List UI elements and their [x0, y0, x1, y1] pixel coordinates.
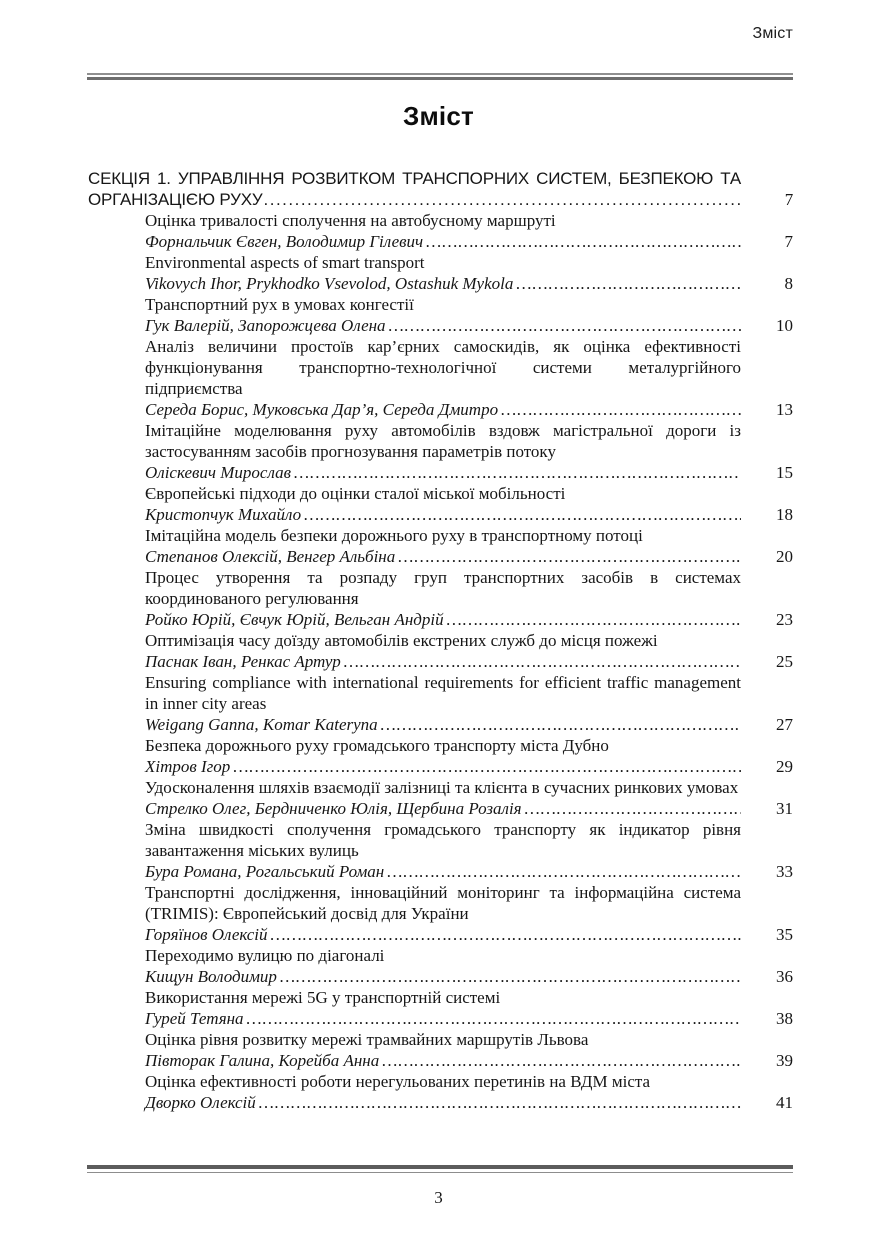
entry-page-number: 41 [776, 1093, 793, 1112]
dot-leader [500, 399, 741, 420]
entry-authors: Кищун Володимир [145, 967, 277, 986]
dot-leader [381, 1050, 741, 1071]
toc-entry [88, 672, 793, 735]
entry-authors: Степанов Олексій, Венгер Альбіна [145, 547, 396, 566]
entry-author-row [145, 756, 793, 777]
toc-entry [88, 294, 793, 336]
entry-title: Environmental aspects of smart transport [145, 253, 425, 272]
entry-title: Транспортний рух в умовах конгестії [145, 295, 414, 314]
toc-entry [88, 483, 793, 525]
entry-authors: Хітров Ігор [145, 757, 231, 776]
entry-title: Оцінка рівня розвитку мережі трамвайних маршрутів Львова [145, 1030, 589, 1049]
toc-entry [88, 630, 793, 672]
toc-entry [88, 1071, 793, 1113]
running-header: Зміст [752, 25, 793, 42]
entry-author-row [145, 504, 793, 525]
dot-leader [246, 1008, 741, 1029]
entry-title: Імітаційна модель безпеки дорожнього руху в транспортному потоці [145, 526, 643, 545]
entry-authors: Гук Валерій, Запорожцева Олена [145, 316, 386, 335]
toc-entry [88, 210, 793, 252]
entry-title: Використання мережі 5G у транспортній системі [145, 988, 501, 1007]
entry-page-number: 36 [776, 967, 793, 986]
entry-page-number: 25 [776, 652, 793, 671]
entry-title: Оцінка ефективності роботи нерегульованих перетинів на ВДМ міста [145, 1072, 651, 1091]
entry-author-row [145, 1050, 793, 1071]
toc-entry [88, 945, 793, 987]
entry-authors: Півторак Галина, Корейба Анна [145, 1051, 380, 1070]
entry-author-row [145, 609, 793, 630]
entry-author-row [145, 1092, 793, 1113]
entry-page-number: 39 [776, 1051, 793, 1070]
toc-entry [88, 525, 793, 567]
entry-title: Удосконалення шляхів взаємодії залізниці та клієнта в сучасних ринкових умовах [145, 778, 739, 797]
entry-authors: Кристопчук Михайло [145, 505, 302, 524]
toc-entry [88, 819, 793, 882]
section-heading-line2-row [88, 189, 793, 210]
toc-entry [88, 420, 793, 483]
entry-title: Оцінка тривалості сполучення на автобусному маршруті [145, 211, 556, 230]
entry-page-number: 7 [784, 232, 793, 251]
entry-authors: Горяїнов Олексій [145, 925, 268, 944]
entry-title: Аналіз величини простоїв кар’єрних самоскидів, як оцінка ефективності функціонування транспортно-технологічної системи металургійного підприємства [145, 337, 741, 398]
entry-author-row [145, 273, 793, 294]
entry-page-number: 27 [776, 715, 793, 734]
dot-leader [232, 756, 741, 777]
entry-author-row [145, 462, 793, 483]
section-page-number: 7 [784, 190, 793, 209]
entry-title: Процес утворення та розпаду груп транспортних засобів в системах координованого регулювання [145, 568, 741, 608]
entry-author-row [145, 315, 793, 336]
entry-authors: Бура Романа, Рогальський Роман [145, 862, 385, 881]
dot-leader [270, 924, 742, 945]
entry-page-number: 35 [776, 925, 793, 944]
page-title: Зміст [403, 101, 474, 131]
dot-leader [258, 1092, 741, 1113]
entry-authors: Середа Борис, Муковська Дар’я, Середа Дмитро [145, 400, 499, 419]
dot-leader [446, 609, 741, 630]
toc-entry [88, 882, 793, 945]
entry-author-row [145, 1008, 793, 1029]
entry-page-number: 20 [776, 547, 793, 566]
entry-author-row [145, 231, 793, 252]
section-heading-line2: ОРГАНІЗАЦІЄЮ РУХУ [88, 190, 263, 209]
toc-entry [88, 252, 793, 294]
entry-title: Європейські підходи до оцінки сталої міської мобільності [145, 484, 566, 503]
entry-page-number: 10 [776, 316, 793, 335]
section-heading-line1: СЕКЦІЯ 1. УПРАВЛІННЯ РОЗВИТКОМ ТРАНСПОРНИХ СИСТЕМ, БЕЗПЕКОЮ ТА [88, 169, 741, 188]
footer-rule-divider [87, 1165, 793, 1173]
entry-authors: Паснак Іван, Ренкас Артур [145, 652, 341, 671]
dot-leader [303, 504, 741, 525]
toc-entries-list [88, 210, 793, 1113]
entry-author-row [145, 861, 793, 882]
entry-title: Транспортні дослідження, інноваційний моніторинг та інформаційна система (TRIMIS): Європейський досвід для України [145, 883, 741, 923]
dot-leader [263, 189, 742, 210]
entry-authors: Оліскевич Мирослав [145, 463, 291, 482]
entry-page-number: 38 [776, 1009, 793, 1028]
table-of-contents [88, 168, 793, 1113]
entry-author-row [145, 924, 793, 945]
entry-authors: Vikovych Ihor, Prykhodko Vsevolod, Ostashuk Mykola [145, 274, 514, 293]
toc-entry [88, 777, 793, 819]
entry-author-row [145, 651, 793, 672]
entry-page-number: 23 [776, 610, 793, 629]
dot-leader [425, 231, 741, 252]
entry-authors: Дворко Олексій [145, 1093, 256, 1112]
dot-leader [515, 273, 741, 294]
toc-entry [88, 987, 793, 1029]
entry-author-row [145, 714, 793, 735]
entry-authors: Форнальчик Євген, Володимир Гілевич [145, 232, 424, 251]
entry-page-number: 33 [776, 862, 793, 881]
dot-leader [343, 651, 741, 672]
entry-page-number: 29 [776, 757, 793, 776]
entry-page-number: 15 [776, 463, 793, 482]
entry-title: Імітаційне моделювання руху автомобілів вздовж магістральної дороги із застосуванням засобів прогнозування параметрів потоку [145, 421, 741, 461]
toc-entry [88, 336, 793, 420]
entry-author-row [145, 798, 793, 819]
entry-title: Ensuring compliance with international requirements for efficient traffic management in inner city areas [145, 673, 741, 713]
entry-author-row [145, 966, 793, 987]
toc-entry [88, 567, 793, 630]
entry-title: Переходимо вулицю по діагоналі [145, 946, 385, 965]
toc-entry [88, 1029, 793, 1071]
entry-page-number: 18 [776, 505, 793, 524]
entry-page-number: 8 [784, 274, 793, 293]
entry-authors: Стрелко Олег, Бердниченко Юлія, Щербина Розалія [145, 799, 522, 818]
entry-page-number: 13 [776, 400, 793, 419]
entry-author-row [145, 546, 793, 567]
entry-authors: Гурей Тетяна [145, 1009, 244, 1028]
entry-author-row [145, 399, 793, 420]
dot-leader [386, 861, 741, 882]
dot-leader [293, 462, 741, 483]
dot-leader [388, 315, 741, 336]
dot-leader [524, 798, 741, 819]
dot-leader [397, 546, 741, 567]
toc-entry [88, 735, 793, 777]
dot-leader [279, 966, 741, 987]
entry-authors: Weigang Ganna, Komar Kateryna [145, 715, 378, 734]
dot-leader [380, 714, 741, 735]
footer-page-number: 3 [434, 1188, 443, 1207]
header-rule-divider [87, 73, 793, 80]
entry-title: Зміна швидкості сполучення громадського транспорту як індикатор рівня завантаження міських вулиць [145, 820, 741, 860]
entry-title: Оптимізація часу доїзду автомобілів екстрених служб до місця пожежі [145, 631, 658, 650]
entry-title: Безпека дорожнього руху громадського транспорту міста Дубно [145, 736, 609, 755]
entry-authors: Ройко Юрій, Євчук Юрій, Вельган Андрій [145, 610, 444, 629]
entry-page-number: 31 [776, 799, 793, 818]
